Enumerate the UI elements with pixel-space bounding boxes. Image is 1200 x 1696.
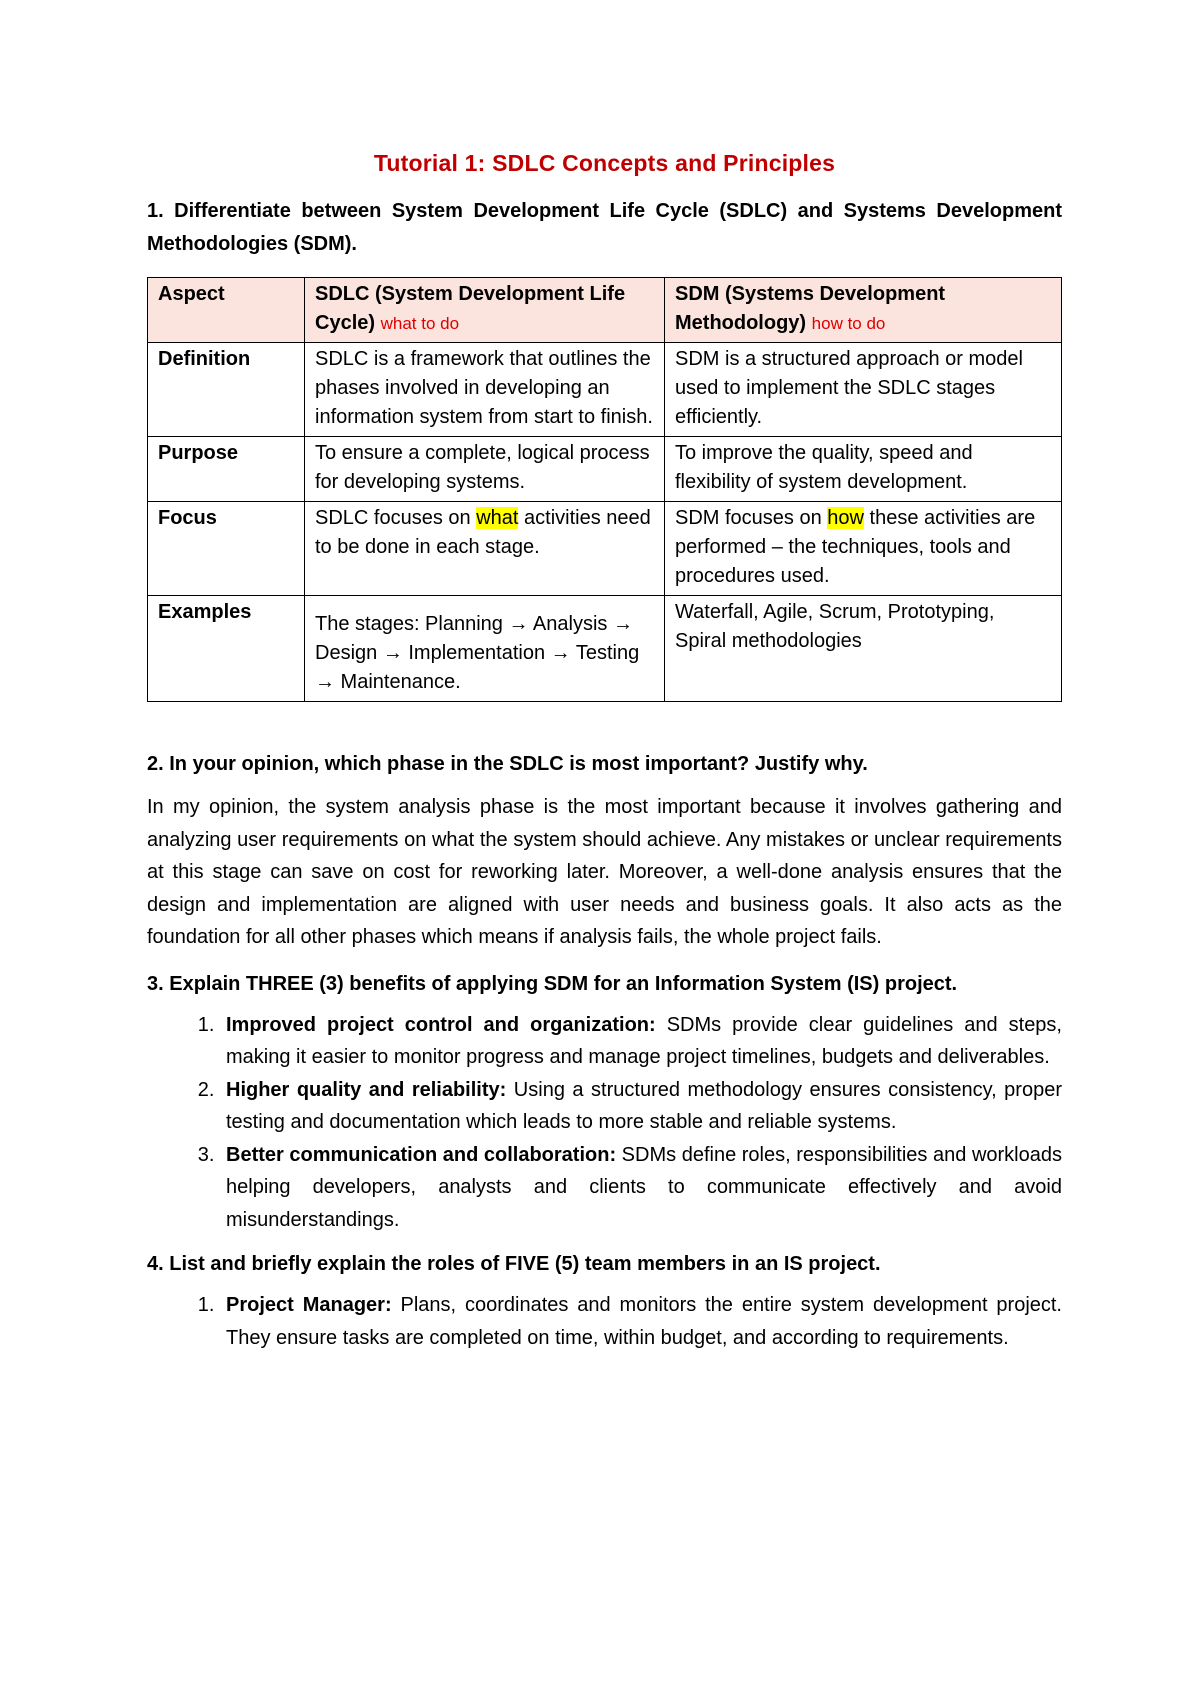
definition-sdlc: SDLC is a framework that outlines the phases involved in developing an information system from start to finish. [305, 343, 665, 437]
focus-sdm-highlight: how [827, 507, 864, 529]
answer-2: In my opinion, the system analysis phase is the most important because it involves gathering and analyzing user requirements on what the system should achieve. Any mistakes or unclear requirements at this stage can save on cost for reworking later. Moreover, a well-done analysis ensures that the design and implementation are aligned with user needs and business goals. It also acts as the foundation for all other phases which means if analysis fails, the whole project fails. [147, 796, 1062, 948]
table-header-row [148, 278, 1062, 343]
list-item [220, 1009, 1062, 1074]
benefit-2-text: Using a structured methodology ensures consistency, proper testing and documentation which leads to more stable and reliable systems. [226, 1078, 1062, 1133]
list-item [220, 1074, 1062, 1139]
roles-list [147, 1289, 1062, 1354]
question-3: 3. Explain THREE (3) benefits of applying SDM for an Information System (IS) project. [147, 972, 958, 995]
header-sdlc [305, 278, 665, 343]
question-1: 1. Differentiate between System Development Life Cycle (SDLC) and Systems Development Methodologies (SDM). [147, 200, 1062, 255]
aspect-examples: Examples [148, 596, 305, 702]
list-item [220, 1289, 1062, 1354]
benefit-1-text: SDMs provide clear guidelines and steps, making it easier to monitor progress and manage project timelines, budgets and deliverables. [226, 1013, 1062, 1068]
question-4: 4. List and briefly explain the roles of FIVE (5) team members in an IS project. [147, 1253, 881, 1275]
header-aspect: Aspect [148, 278, 305, 343]
benefit-2-term: Higher quality and reliability: [226, 1078, 507, 1101]
table-row [148, 343, 1062, 437]
benefit-3-text: SDMs define roles, responsibilities and workloads helping developers, analysts and clients to communicate effectively and avoid misunderstandings. [226, 1143, 1062, 1231]
table-row [148, 437, 1062, 502]
definition-sdm: SDM is a structured approach or model used to implement the SDLC stages efficiently. [665, 343, 1062, 437]
examples-sdm: Waterfall, Agile, Scrum, Prototyping, Spiral methodologies [665, 596, 1062, 702]
table-row [148, 596, 1062, 702]
focus-sdlc-post: activities need to be done in each stage. [315, 507, 651, 558]
table-row [148, 502, 1062, 596]
aspect-definition: Definition [148, 343, 305, 437]
focus-sdm-pre: SDM focuses on [675, 507, 828, 529]
focus-sdlc [305, 502, 665, 596]
header-sdm [665, 278, 1062, 343]
role-1-text: Plans, coordinates and monitors the entire system development project. They ensure tasks are completed on time, within budget, and according to requirements. [226, 1294, 1062, 1349]
benefits-list [147, 1009, 1062, 1237]
benefit-3-term: Better communication and collaboration: [226, 1143, 617, 1166]
purpose-sdlc: To ensure a complete, logical process for developing systems. [305, 437, 665, 502]
document-page [147, 140, 1062, 1366]
list-item [220, 1139, 1062, 1237]
focus-sdm-post: these activities are performed – the techniques, tools and procedures used. [675, 507, 1036, 587]
header-sdlc-label: SDLC (System Development Life Cycle) [315, 283, 626, 334]
header-sdlc-note: what to do [380, 314, 460, 333]
purpose-sdm: To improve the quality, speed and flexibility of system development. [665, 437, 1062, 502]
focus-sdlc-pre: SDLC focuses on [315, 507, 477, 529]
aspect-purpose: Purpose [148, 437, 305, 502]
header-sdm-label: SDM (Systems Development Methodology) [675, 283, 946, 334]
header-sdm-note: how to do [811, 314, 886, 333]
question-2: 2. In your opinion, which phase in the SDLC is most important? Justify why. [147, 753, 868, 775]
examples-sdlc: The stages: Planning → Analysis → Design → Implementation → Testing → Maintenance. [305, 596, 665, 702]
focus-sdm [665, 502, 1062, 596]
aspect-focus: Focus [148, 502, 305, 596]
comparison-table [147, 277, 1062, 702]
page-title: Tutorial 1: SDLC Concepts and Principles [373, 150, 836, 176]
role-1-term: Project Manager: [226, 1294, 392, 1316]
focus-sdlc-highlight: what [476, 507, 519, 529]
benefit-1-term: Improved project control and organization: [226, 1013, 656, 1036]
